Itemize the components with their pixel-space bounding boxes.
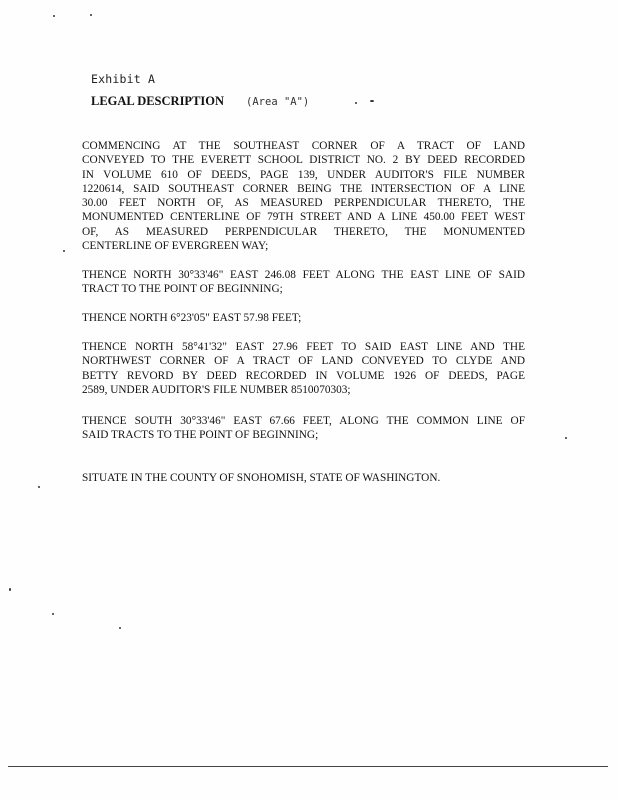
paragraph-line: IN VOLUME 610 OF DEEDS, PAGE 139, UNDER AUDITOR'S FILE NUMBER <box>82 168 525 181</box>
paragraph-line: OF, AS MEASURED PERPENDICULAR THERETO, THE MONUMENTED <box>82 225 525 238</box>
paragraph-line: BETTY REVORD BY DEED RECORDED IN VOLUME 1926 OF DEEDS, PAGE <box>82 369 525 382</box>
paragraph-thence-3 <box>82 340 525 397</box>
paragraph-line: 2589, UNDER AUDITOR'S FILE NUMBER 8510070303; <box>82 383 351 396</box>
scan-speck <box>355 102 357 104</box>
paragraph-line: CENTERLINE OF EVERGREEN WAY; <box>82 240 269 253</box>
paragraph-commencing <box>82 139 525 253</box>
paragraph-thence-1 <box>82 268 525 297</box>
paragraph-thence-4 <box>82 414 525 443</box>
paragraph-thence-2 <box>82 311 525 325</box>
scan-speck <box>52 613 54 615</box>
paragraph-line: THENCE NORTH 58°41'32" EAST 27.96 FEET TO SAID EAST LINE AND THE <box>82 341 525 353</box>
paragraph-line: THENCE NORTH 30°33'46" EAST 246.08 FEET ALONG THE EAST LINE OF SAID <box>82 269 525 281</box>
scan-speck <box>9 588 11 591</box>
paragraph-line: THENCE SOUTH 30°33'46" EAST 67.66 FEET, ALONG THE COMMON LINE OF <box>82 415 525 427</box>
paragraph-line: CONVEYED TO THE EVERETT SCHOOL DISTRICT NO. 2 BY DEED RECORDED <box>82 154 525 167</box>
paragraph-line: TRACT TO THE POINT OF BEGINNING; <box>82 283 283 296</box>
paragraph-situate <box>82 471 525 485</box>
scan-speck <box>90 14 92 16</box>
paragraph-line: NORTHWEST CORNER OF A TRACT OF LAND CONVEYED TO CLYDE AND <box>82 355 525 368</box>
paragraph-line: COMMENCING AT THE SOUTHEAST CORNER OF A TRACT OF LAND <box>82 140 525 152</box>
paragraph-line: MONUMENTED CENTERLINE OF 79TH STREET AND A LINE 450.00 FEET WEST <box>82 211 525 224</box>
scan-speck <box>119 627 121 629</box>
paragraph-line: SITUATE IN THE COUNTY OF SNOHOMISH, STATE OF WASHINGTON. <box>82 472 441 484</box>
scan-speck <box>53 15 55 17</box>
scan-speck <box>565 437 567 439</box>
scan-speck <box>38 486 40 488</box>
area-note: (Area "A") <box>246 96 310 108</box>
paragraph-line: THENCE NORTH 6°23'05" EAST 57.98 FEET; <box>82 312 302 324</box>
paragraph-line: 30.00 FEET NORTH OF, AS MEASURED PERPENDICULAR THERETO, THE <box>82 197 525 210</box>
paragraph-line: SAID TRACTS TO THE POINT OF BEGINNING; <box>82 429 319 442</box>
paragraph-line: 1220614, SAID SOUTHEAST CORNER BEING THE INTERSECTION OF A LINE <box>82 182 525 195</box>
heading-row <box>91 92 309 110</box>
bottom-scan-rule <box>8 766 608 767</box>
exhibit-label: Exhibit A <box>91 72 156 86</box>
scan-speck <box>63 250 65 252</box>
scan-speck <box>370 100 374 102</box>
legal-description-heading: LEGAL DESCRIPTION <box>91 94 225 108</box>
